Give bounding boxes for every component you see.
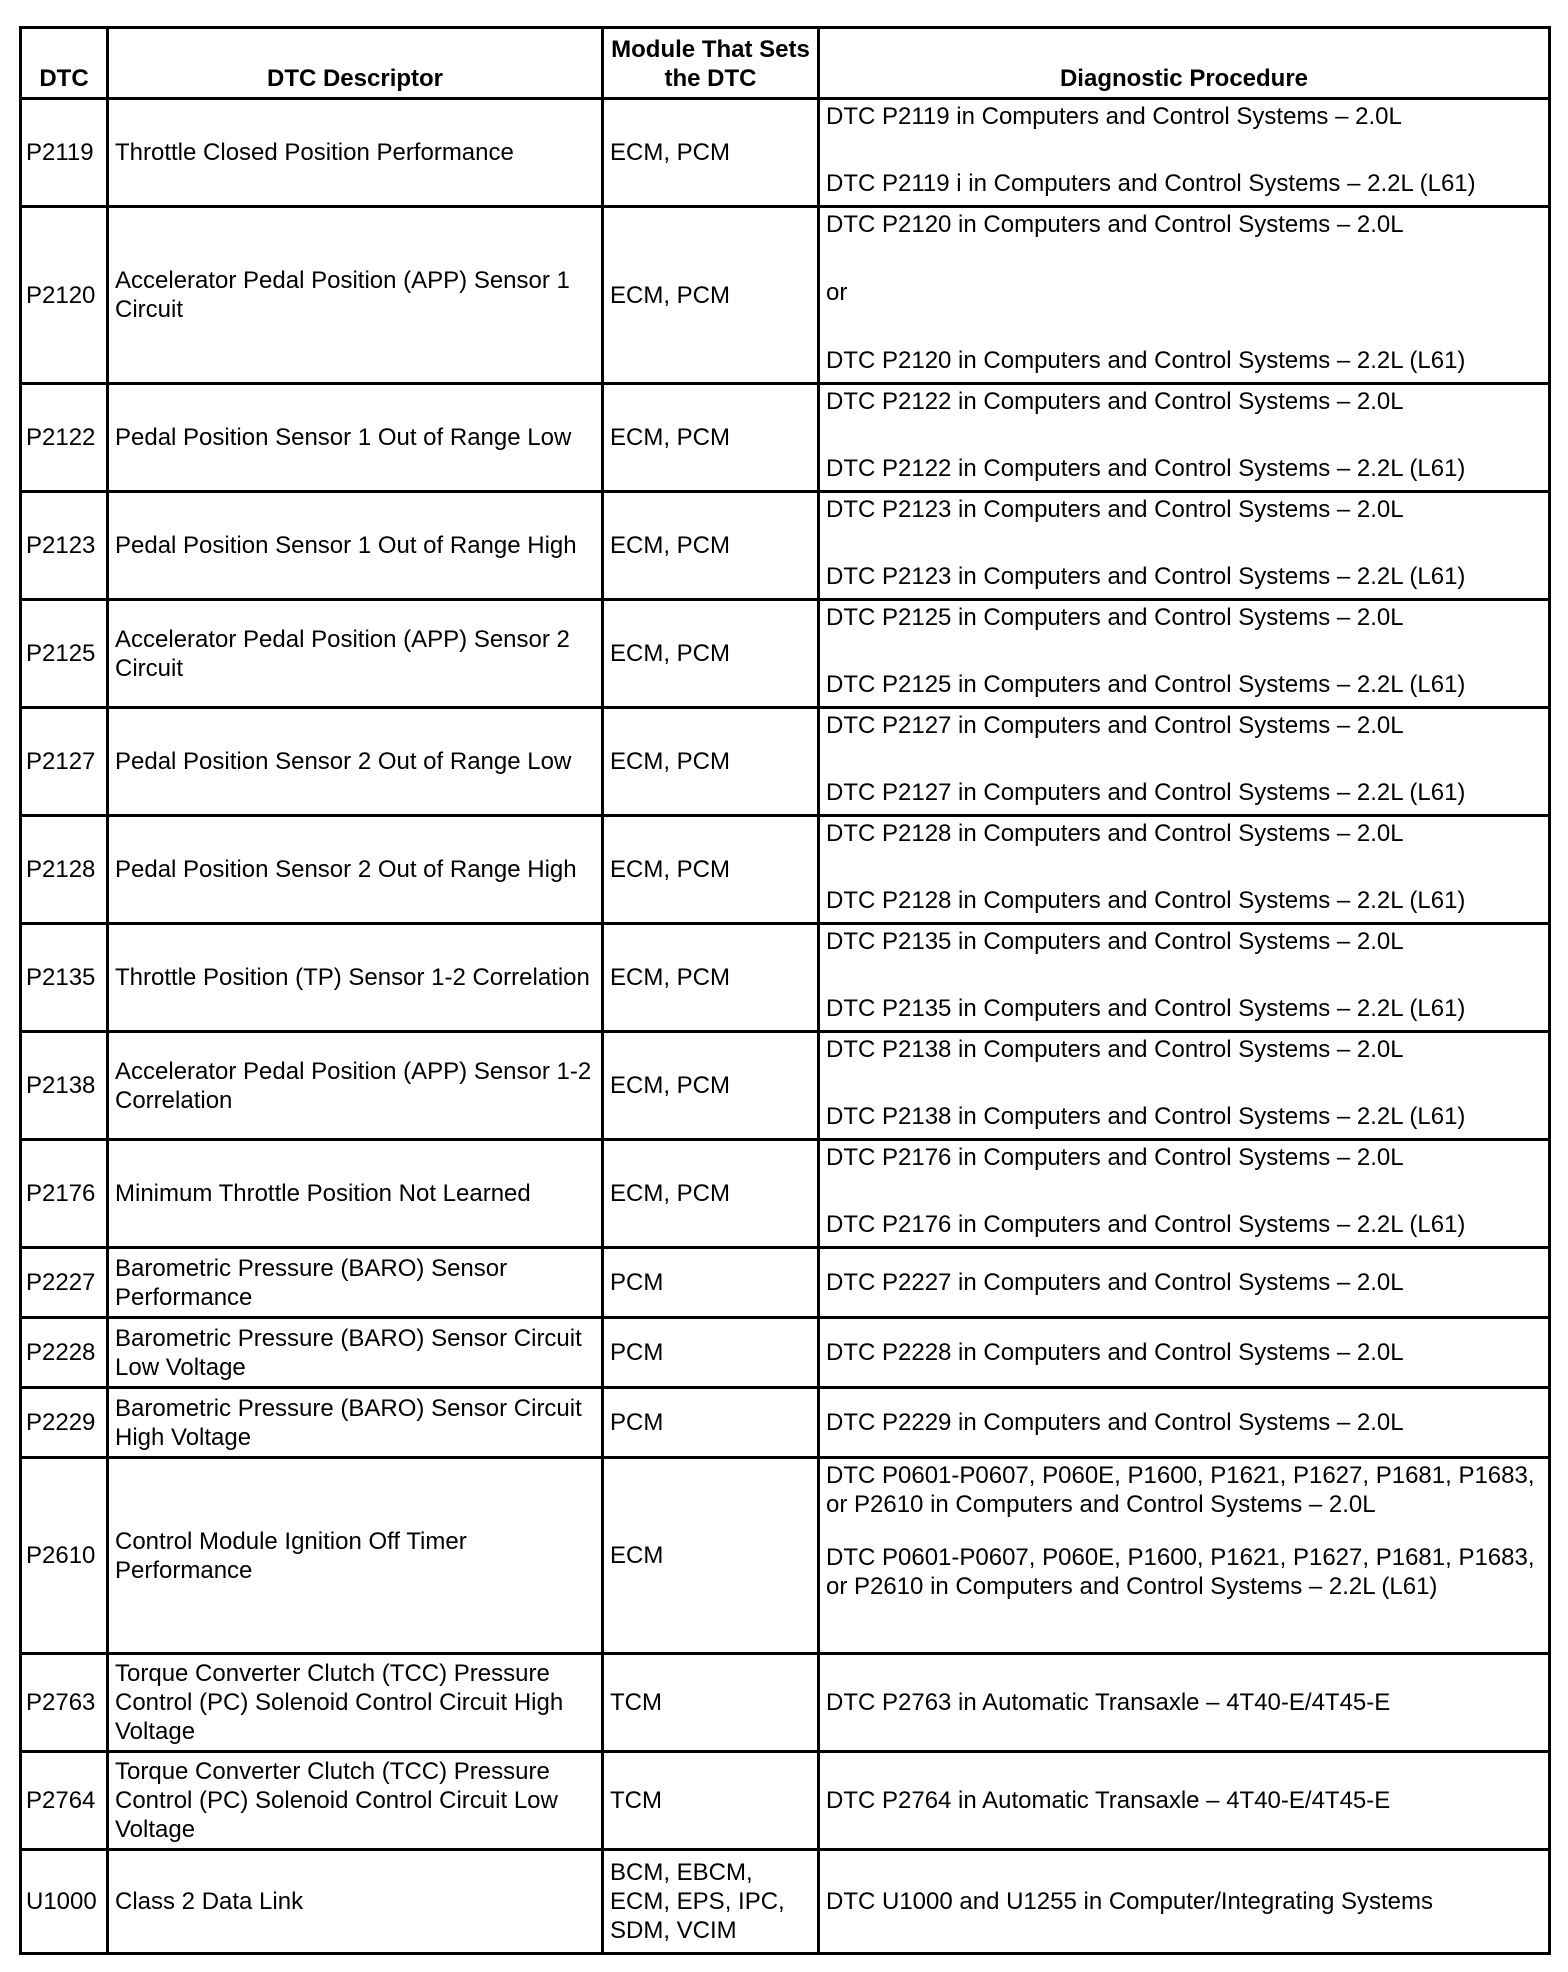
table-row (21, 1248, 1550, 1318)
dtc-descriptor-cell: Accelerator Pedal Position (APP) Sensor 2 Circuit (108, 600, 603, 708)
module-cell: ECM, PCM (603, 207, 819, 384)
dtc-descriptor-cell: Barometric Pressure (BARO) Sensor Circuit Low Voltage (108, 1318, 603, 1388)
diagnostic-procedure-cell (819, 1032, 1550, 1140)
table-row (21, 207, 1550, 384)
procedure-line: DTC P2119 in Computers and Control Systems – 2.0L (826, 103, 1402, 130)
dtc-code-cell: P2135 (21, 924, 108, 1032)
procedure-line: DTC P2125 in Computers and Control Systems – 2.0L (826, 604, 1404, 631)
procedure-line: DTC P2228 in Computers and Control Systems – 2.0L (826, 1339, 1404, 1366)
table-row (21, 1318, 1550, 1388)
diagnostic-procedure-cell (819, 1318, 1550, 1388)
table-row (21, 492, 1550, 600)
procedure-line: or (826, 279, 848, 306)
header-row (21, 28, 1550, 99)
header-procedure: Diagnostic Procedure (819, 28, 1550, 99)
procedure-line: DTC P2127 in Computers and Control Systems – 2.2L (L61) (826, 779, 1466, 806)
table-row (21, 1752, 1550, 1850)
procedure-line: DTC P2128 in Computers and Control Systems – 2.0L (826, 820, 1404, 847)
dtc-code-cell: P2125 (21, 600, 108, 708)
table-row (21, 924, 1550, 1032)
module-cell: ECM, PCM (603, 924, 819, 1032)
table-row (21, 1850, 1550, 1954)
dtc-descriptor-cell: Throttle Position (TP) Sensor 1-2 Correlation (108, 924, 603, 1032)
diagnostic-procedure-cell (819, 1140, 1550, 1248)
procedure-line: DTC U1000 and U1255 in Computer/Integrating Systems (826, 1888, 1433, 1915)
procedure-line: DTC P2120 in Computers and Control Systems – 2.0L (826, 211, 1404, 238)
dtc-code-cell: P2123 (21, 492, 108, 600)
table-row (21, 600, 1550, 708)
table-row (21, 1140, 1550, 1248)
procedure-line: DTC P2123 in Computers and Control Systems – 2.2L (L61) (826, 563, 1466, 590)
table-row (21, 99, 1550, 207)
procedure-line: DTC P2127 in Computers and Control Systems – 2.0L (826, 712, 1404, 739)
dtc-code-cell: P2763 (21, 1654, 108, 1752)
module-cell: PCM (603, 1318, 819, 1388)
procedure-line: DTC P2120 in Computers and Control Systems – 2.2L (L61) (826, 347, 1466, 374)
procedure-line: DTC P2138 in Computers and Control Systems – 2.0L (826, 1036, 1404, 1063)
procedure-line: DTC P2176 in Computers and Control Systems – 2.0L (826, 1144, 1404, 1171)
procedure-line: DTC P2227 in Computers and Control Systems – 2.0L (826, 1269, 1404, 1296)
module-cell: TCM (603, 1752, 819, 1850)
table-row (21, 1458, 1550, 1654)
dtc-descriptor-cell: Minimum Throttle Position Not Learned (108, 1140, 603, 1248)
table-row (21, 1032, 1550, 1140)
diagnostic-procedure-cell (819, 1458, 1550, 1654)
diagnostic-procedure-cell (819, 1850, 1550, 1954)
procedure-line: DTC P2122 in Computers and Control Systems – 2.2L (L61) (826, 455, 1466, 482)
table-row (21, 816, 1550, 924)
dtc-code-cell: P2119 (21, 99, 108, 207)
procedure-line: DTC P2229 in Computers and Control Systems – 2.0L (826, 1409, 1404, 1436)
dtc-descriptor-cell: Accelerator Pedal Position (APP) Sensor 1-2 Correlation (108, 1032, 603, 1140)
dtc-code-cell: P2122 (21, 384, 108, 492)
diagnostic-procedure-cell (819, 924, 1550, 1032)
diagnostic-procedure-cell (819, 1654, 1550, 1752)
table-row (21, 384, 1550, 492)
dtc-descriptor-cell: Accelerator Pedal Position (APP) Sensor 1 Circuit (108, 207, 603, 384)
dtc-code-cell: P2228 (21, 1318, 108, 1388)
dtc-descriptor-cell: Class 2 Data Link (108, 1850, 603, 1954)
header-descriptor: DTC Descriptor (108, 28, 603, 99)
procedure-line: DTC P2135 in Computers and Control Systems – 2.2L (L61) (826, 995, 1466, 1022)
dtc-descriptor-cell: Torque Converter Clutch (TCC) Pressure Control (PC) Solenoid Control Circuit Low Voltage (108, 1752, 603, 1850)
diagnostic-procedure-cell (819, 384, 1550, 492)
dtc-code-cell: P2227 (21, 1248, 108, 1318)
dtc-descriptor-cell: Barometric Pressure (BARO) Sensor Performance (108, 1248, 603, 1318)
module-cell: ECM, PCM (603, 600, 819, 708)
table-body (21, 99, 1550, 1954)
dtc-descriptor-cell: Pedal Position Sensor 1 Out of Range High (108, 492, 603, 600)
diagnostic-procedure-cell (819, 99, 1550, 207)
header-module: Module That Sets the DTC (603, 28, 819, 99)
diagnostic-procedure-cell (819, 207, 1550, 384)
module-cell: ECM, PCM (603, 708, 819, 816)
dtc-descriptor-cell: Throttle Closed Position Performance (108, 99, 603, 207)
diagnostic-procedure-cell (819, 816, 1550, 924)
module-cell: ECM, PCM (603, 99, 819, 207)
dtc-code-cell: U1000 (21, 1850, 108, 1954)
procedure-line: DTC P0601-P0607, P060E, P1600, P1621, P1627, P1681, P1683, or P2610 in Computers and Control Systems – 2.0L (826, 1462, 1535, 1518)
dtc-descriptor-cell: Pedal Position Sensor 2 Out of Range High (108, 816, 603, 924)
module-cell: ECM, PCM (603, 816, 819, 924)
procedure-line: DTC P2125 in Computers and Control Systems – 2.2L (L61) (826, 671, 1466, 698)
dtc-code-cell: P2138 (21, 1032, 108, 1140)
dtc-descriptor-cell: Pedal Position Sensor 2 Out of Range Low (108, 708, 603, 816)
module-cell: ECM (603, 1458, 819, 1654)
dtc-code-cell: P2127 (21, 708, 108, 816)
procedure-line: DTC P2119 i in Computers and Control Systems – 2.2L (L61) (826, 170, 1476, 197)
diagnostic-procedure-cell (819, 1248, 1550, 1318)
module-cell: PCM (603, 1388, 819, 1458)
dtc-code-cell: P2128 (21, 816, 108, 924)
diagnostic-procedure-cell (819, 600, 1550, 708)
procedure-line: DTC P0601-P0607, P060E, P1600, P1621, P1627, P1681, P1683, or P2610 in Computers and Control Systems – 2.2L (L61) (826, 1544, 1535, 1600)
diagnostic-procedure-cell (819, 1752, 1550, 1850)
table-row (21, 708, 1550, 816)
module-cell: TCM (603, 1654, 819, 1752)
dtc-table (19, 26, 1551, 1955)
dtc-code-cell: P2229 (21, 1388, 108, 1458)
diagnostic-procedure-cell (819, 708, 1550, 816)
module-cell: PCM (603, 1248, 819, 1318)
dtc-descriptor-cell: Pedal Position Sensor 1 Out of Range Low (108, 384, 603, 492)
procedure-line: DTC P2128 in Computers and Control Systems – 2.2L (L61) (826, 887, 1466, 914)
table-row (21, 1388, 1550, 1458)
dtc-descriptor-cell: Barometric Pressure (BARO) Sensor Circuit High Voltage (108, 1388, 603, 1458)
module-cell: ECM, PCM (603, 1032, 819, 1140)
module-cell: ECM, PCM (603, 492, 819, 600)
dtc-code-cell: P2764 (21, 1752, 108, 1850)
dtc-descriptor-cell: Control Module Ignition Off Timer Performance (108, 1458, 603, 1654)
procedure-line: DTC P2135 in Computers and Control Systems – 2.0L (826, 928, 1404, 955)
table-row (21, 1654, 1550, 1752)
diagnostic-procedure-cell (819, 1388, 1550, 1458)
dtc-code-cell: P2120 (21, 207, 108, 384)
procedure-line: DTC P2123 in Computers and Control Systems – 2.0L (826, 496, 1404, 523)
procedure-line: DTC P2176 in Computers and Control Systems – 2.2L (L61) (826, 1211, 1466, 1238)
module-cell: BCM, EBCM, ECM, EPS, IPC, SDM, VCIM (603, 1850, 819, 1954)
procedure-line: DTC P2764 in Automatic Transaxle – 4T40-E/4T45-E (826, 1787, 1391, 1814)
diagnostic-procedure-cell (819, 492, 1550, 600)
header-dtc: DTC (21, 28, 108, 99)
procedure-line: DTC P2138 in Computers and Control Systems – 2.2L (L61) (826, 1103, 1466, 1130)
dtc-code-cell: P2176 (21, 1140, 108, 1248)
module-cell: ECM, PCM (603, 384, 819, 492)
dtc-code-cell: P2610 (21, 1458, 108, 1654)
dtc-descriptor-cell: Torque Converter Clutch (TCC) Pressure Control (PC) Solenoid Control Circuit High Voltage (108, 1654, 603, 1752)
procedure-line: DTC P2122 in Computers and Control Systems – 2.0L (826, 388, 1404, 415)
module-cell: ECM, PCM (603, 1140, 819, 1248)
procedure-line: DTC P2763 in Automatic Transaxle – 4T40-E/4T45-E (826, 1689, 1391, 1716)
